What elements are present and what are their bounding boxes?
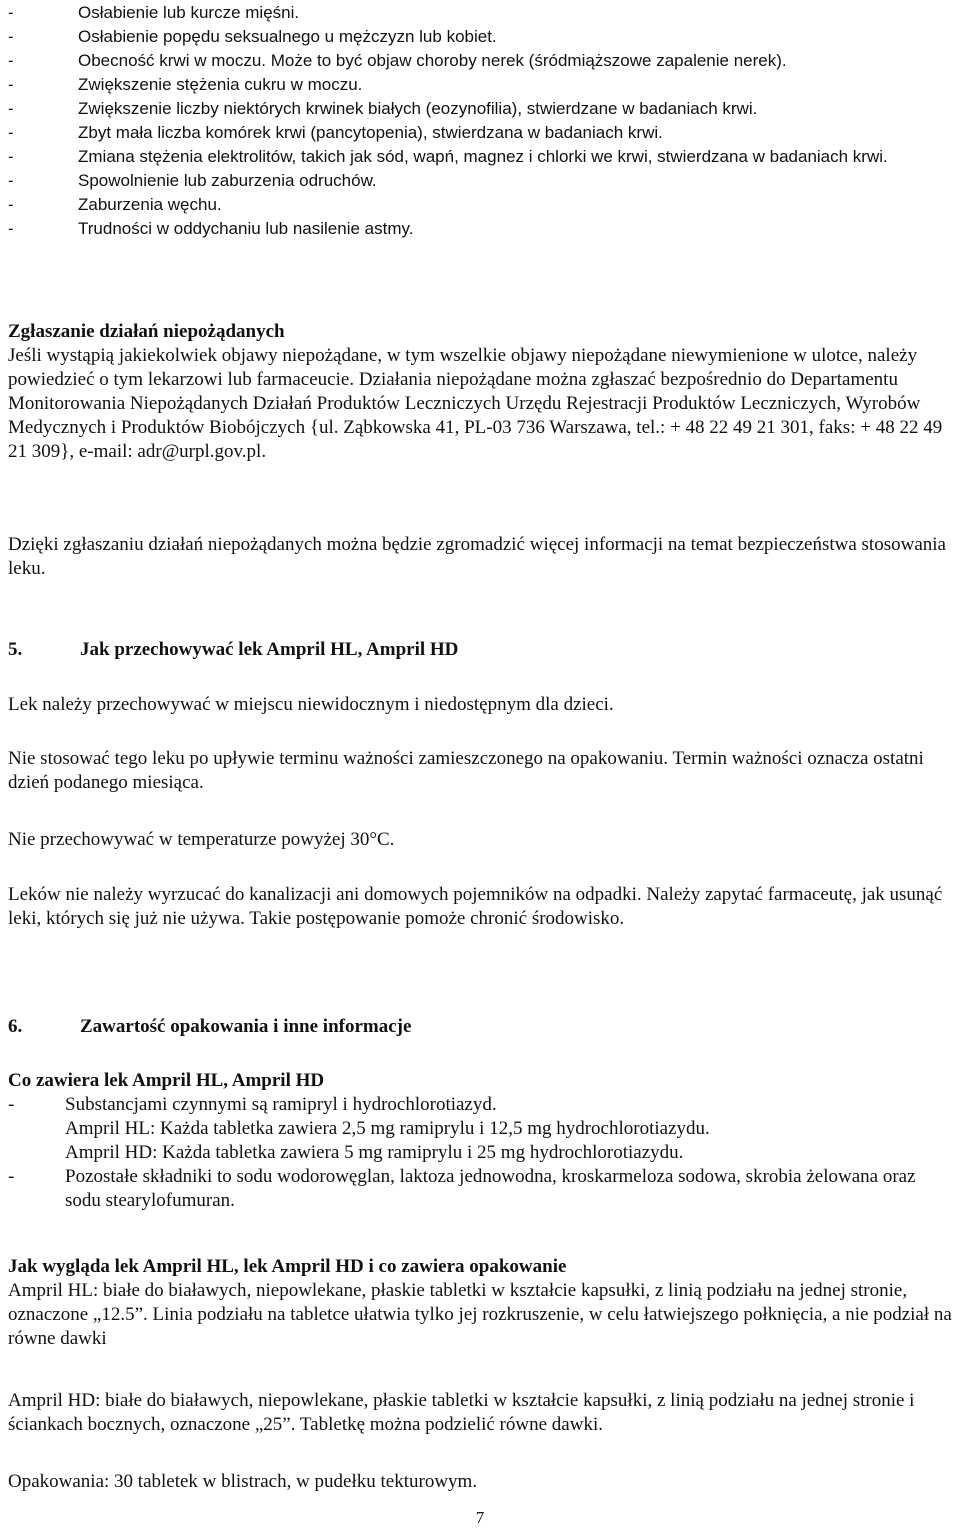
storage-children: Lek należy przechowywać w miejscu niewidocznym i niedostępnym dla dzieci.	[8, 694, 614, 715]
hd-description: Ampril HD: białe do białawych, niepowlekane, płaskie tabletki w kształcie kapsułki, z linią podziału na jednej stronie i ściankach bocznych, oznaczone „25”. Tabletkę można podzielić równe dawki.	[8, 1390, 915, 1435]
section-title: Jak przechowywać lek Ampril HL, Ampril HD	[80, 639, 459, 660]
packs: Opakowania: 30 tabletek w blistrach, w pudełku tekturowym.	[8, 1471, 478, 1492]
hd-dose: Ampril HD: Każda tabletka zawiera 5 mg ramiprylu i 25 mg hydrochlorotiazydu.	[65, 1142, 684, 1163]
contents-heading: Co zawiera lek Ampril HL, Ampril HD	[8, 1070, 325, 1091]
reporting-benefit: Dzięki zgłaszaniu działań niepożądanych można będzie zgromadzić więcej informacji na temat bezpieczeństwa stosowania leku.	[8, 534, 946, 579]
reporting-text: Jeśli wystąpią jakiekolwiek objawy niepożądane, w tym wszelkie objawy niepożądane niewymienione w ulotce, należy powiedzieć o tym lekarzowi lub farmaceucie. Działania niepożądane można zgłaszać bezpośrednio do Departamentu Monitorowania Niepożądanych Działań Produktów Leczniczych Urzędu Rejestracji Produktów Leczniczych, Wyrobów Medycznych i Produktów Biobójczych {ul. Ząbkowska 41, PL-03 736 Warszawa, tel.: + 48 22 49 21 301, faks: + 48 22 49 21 309}, e-mail: adr@urpl.gov.pl.	[8, 345, 943, 462]
list-item: - Zwiększenie stężenia cukru w moczu.	[8, 75, 363, 94]
list-item: - Zaburzenia węchu.	[8, 195, 222, 214]
list-item: - Osłabienie lub kurcze mięśni.	[8, 3, 300, 22]
section-number: 6.	[8, 1016, 23, 1037]
list-item: - Obecność krwi w moczu. Może to być objaw choroby nerek (śródmiąższowe zapalenie nerek).	[8, 51, 787, 70]
appearance-block	[8, 1255, 956, 1351]
page-number: 7	[475, 1508, 485, 1527]
section-number: 5.	[8, 639, 23, 660]
list-item: - Zmiana stężenia elektrolitów, takich jak sód, wapń, magnez i chlorki we krwi, stwierdzana w badaniach krwi.	[8, 147, 888, 166]
list-item: - Substancjami czynnymi są ramipryl i hydrochlorotiazyd.	[8, 1094, 497, 1115]
section-title: Zawartość opakowania i inne informacje	[80, 1016, 412, 1037]
list-item: - Pozostałe składniki to sodu wodorowęglan, laktoza jednowodna, kroskarmeloza sodowa, skrobia żelowana oraz sodu stearylofumuran.	[8, 1166, 916, 1211]
reporting-heading: Zgłaszanie działań niepożądanych	[8, 321, 285, 342]
hl-description: Ampril HL: białe do białawych, niepowlekane, płaskie tabletki w kształcie kapsułki, z linią podziału na jednej stronie, oznaczone „12.5”. Linia podziału na tabletce ułatwia tylko jej rozkruszenie, w celu łatwiejszego połknięcia, a nie podział na równe dawki	[8, 1280, 952, 1349]
storage-expiry: Nie stosować tego leku po upływie terminu ważności zamieszczonego na opakowaniu. Termin ważności oznacza ostatni dzień podanego miesiąca.	[8, 748, 924, 793]
list-item: - Spowolnienie lub zaburzenia odruchów.	[8, 171, 377, 190]
section-5-heading	[8, 638, 956, 662]
contents-block	[8, 1069, 956, 1213]
reporting-section	[8, 320, 956, 464]
storage-disposal: Leków nie należy wyrzucać do kanalizacji ani domowych pojemników na odpadki. Należy zapytać farmaceutę, jak usunąć leki, których się już nie używa. Takie postępowanie pomoże chronić środowisko.	[8, 884, 943, 929]
list-item: - Zwiększenie liczby niektórych krwinek białych (eozynofilia), stwierdzane w badaniach krwi.	[8, 99, 758, 118]
list-item: - Zbyt mała liczba komórek krwi (pancytopenia), stwierdzana w badaniach krwi.	[8, 123, 663, 142]
list-item: - Trudności w oddychaniu lub nasilenie astmy.	[8, 219, 414, 238]
storage-temperature: Nie przechowywać w temperaturze powyżej 30°C.	[8, 829, 395, 850]
symptom-list	[8, 1, 956, 241]
section-6-heading	[8, 1015, 956, 1039]
hl-dose: Ampril HL: Każda tabletka zawiera 2,5 mg ramiprylu i 12,5 mg hydrochlorotiazydu.	[65, 1118, 710, 1139]
list-item: - Osłabienie popędu seksualnego u mężczyzn lub kobiet.	[8, 27, 497, 46]
appearance-heading: Jak wygląda lek Ampril HL, lek Ampril HD i co zawiera opakowanie	[8, 1256, 567, 1277]
